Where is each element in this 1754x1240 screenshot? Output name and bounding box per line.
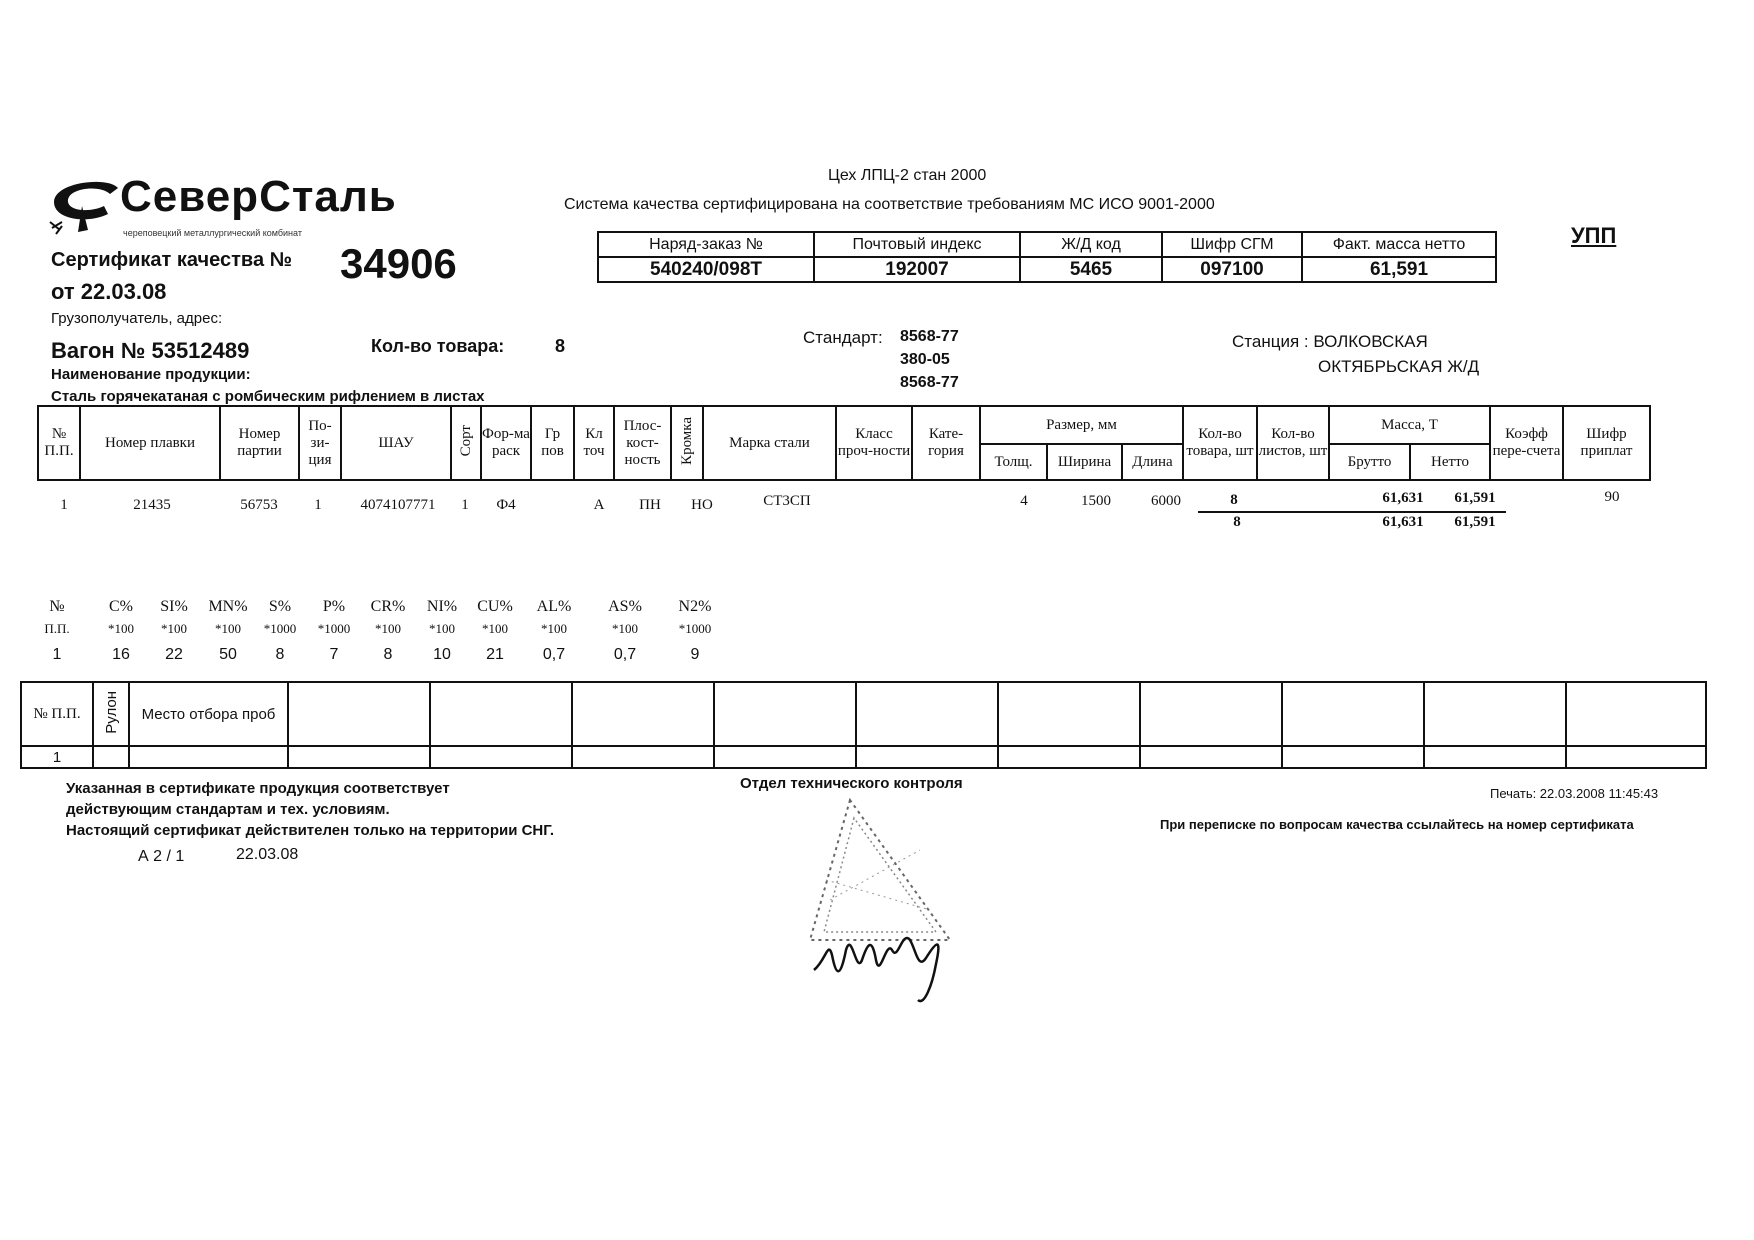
standard-label: Стандарт:: [803, 328, 883, 347]
col-width-header: Ширина: [1047, 444, 1122, 480]
document-code-date: 22.03.08: [236, 846, 299, 863]
chem-value-5: 7: [329, 646, 339, 663]
row-edge: НО: [691, 497, 713, 513]
row-position: 1: [314, 497, 322, 513]
row-length: 6000: [1151, 493, 1181, 509]
samples-cell: [129, 746, 288, 768]
order-number-value: 540240/098Т: [598, 257, 814, 282]
certificate-date: от 22.03.08: [51, 279, 167, 304]
col-mass-header: Масса, Т: [1329, 406, 1490, 444]
chem-multiplier-0: П.П.: [44, 621, 70, 636]
row-width: 1500: [1081, 493, 1111, 509]
quality-system-line: Система качества сертифицирована на соответствие требованиям МС ИСО 9001-2000: [564, 196, 1215, 213]
samples-cell: [714, 746, 856, 768]
chem-value-2: 22: [165, 646, 183, 663]
net-mass-header: Факт. масса нетто: [1302, 232, 1496, 257]
col-edge-header: [671, 406, 703, 480]
col-gr-header: Гр пов: [531, 406, 574, 480]
chem-multiplier-9: *100: [541, 621, 567, 636]
samples-place-header: Место отбора проб: [129, 682, 288, 746]
col-rolling-form-header: Фор-ма раск: [481, 406, 531, 480]
certificate-label: Сертификат качества №: [51, 249, 292, 271]
chem-header-7: NI%: [426, 598, 458, 615]
product-name-label: Наименование продукции:: [51, 366, 251, 383]
col-sheets-qty-header: Кол-во листов, шт: [1257, 406, 1329, 480]
chem-multiplier-4: *1000: [263, 621, 297, 636]
postal-index-value: 192007: [814, 257, 1020, 282]
samples-col: [714, 682, 856, 746]
col-edge-label: Кромка: [678, 416, 695, 465]
signature-icon: [806, 900, 1006, 1020]
col-num-header: № П.П.: [38, 406, 80, 480]
col-shau-header: ШАУ: [341, 406, 451, 480]
row-rolling-form: Ф4: [496, 497, 516, 513]
col-length-header: Длина: [1122, 444, 1183, 480]
chem-header-4: S%: [268, 598, 292, 615]
workshop-line: Цех ЛПЦ-2 стан 2000: [828, 167, 987, 184]
row-flatness: ПН: [639, 497, 661, 513]
chem-multiplier-3: *100: [215, 621, 241, 636]
qty-value: 8: [555, 336, 566, 356]
chem-value-6: 8: [383, 646, 393, 663]
col-melt-header: Номер плавки: [80, 406, 220, 480]
total-goods-qty: 8: [1233, 514, 1241, 530]
col-coef-header: Коэфф пере-счета: [1490, 406, 1563, 480]
col-category-header: Кате-гория: [912, 406, 980, 480]
row-thickness: 4: [1020, 493, 1028, 509]
chem-multiplier-2: *100: [161, 621, 187, 636]
col-batch-header: Номер партии: [220, 406, 299, 480]
upp-label: УПП: [1571, 223, 1617, 248]
chem-value-7: 10: [433, 646, 451, 663]
chem-value-11: 9: [690, 646, 700, 663]
chem-value-10: 0,7: [613, 646, 637, 663]
postal-index-header: Почтовый индекс: [814, 232, 1020, 257]
railway-code-header: Ж/Д код: [1020, 232, 1162, 257]
samples-cell: [572, 746, 714, 768]
samples-num-header: № П.П.: [21, 682, 93, 746]
chem-multiplier-10: *100: [612, 621, 638, 636]
station-name: Станция : ВОЛКОВСКАЯ: [1232, 332, 1428, 351]
samples-cell: [1282, 746, 1424, 768]
samples-col: [288, 682, 430, 746]
chem-header-6: CR%: [370, 598, 406, 615]
chem-header-9: AL%: [536, 598, 572, 615]
sgm-cipher-value: 097100: [1162, 257, 1302, 282]
col-cipher-header: Шифр приплат: [1563, 406, 1650, 480]
logo-brand-text: СеверСталь: [120, 172, 397, 221]
chem-header-2: SI%: [160, 598, 188, 615]
railway-code-value: 5465: [1020, 257, 1162, 282]
col-net-header: Нетто: [1410, 444, 1490, 480]
col-size-header: Размер, мм: [980, 406, 1183, 444]
samples-cell: [430, 746, 572, 768]
total-gross: 61,631: [1382, 514, 1424, 530]
chem-value-0: 1: [52, 646, 62, 663]
samples-col: [1566, 682, 1706, 746]
samples-col: [1140, 682, 1282, 746]
row-cipher: 90: [1604, 489, 1620, 505]
samples-cell: [1566, 746, 1706, 768]
chem-header-5: P%: [322, 598, 346, 615]
totals-line: [1198, 511, 1506, 513]
compliance-line-1: Указанная в сертификате продукция соответствует: [66, 780, 450, 797]
standard-1: 8568-77: [900, 328, 959, 345]
logo-emblem-icon: [48, 172, 128, 242]
correspondence-note: При переписке по вопросам качества ссылайтесь на номер сертификата: [1160, 817, 1634, 832]
col-sort-header: [451, 406, 481, 480]
chem-value-3: 50: [219, 646, 237, 663]
col-flatness-header: Плос-кост-ность: [614, 406, 671, 480]
order-number-header: Наряд-заказ №: [598, 232, 814, 257]
row-batch: 56753: [240, 497, 278, 513]
row-goods-qty: 8: [1230, 492, 1238, 508]
chem-value-8: 21: [486, 646, 504, 663]
row-accuracy: А: [593, 497, 605, 513]
logo-subtitle: череповецкий металлургический комбинат: [123, 228, 302, 238]
samples-cell: [998, 746, 1140, 768]
samples-col: [998, 682, 1140, 746]
total-net: 61,591: [1454, 514, 1496, 530]
compliance-line-2: действующим стандартам и тех. условиям.: [66, 801, 390, 818]
order-info-table: [597, 231, 1497, 283]
chem-header-0: №: [49, 598, 65, 615]
sgm-cipher-header: Шифр СГМ: [1162, 232, 1302, 257]
col-goods-qty-header: Кол-во товара, шт: [1183, 406, 1257, 480]
chem-multiplier-7: *100: [429, 621, 455, 636]
samples-cell: [1140, 746, 1282, 768]
chem-header-10: AS%: [608, 598, 642, 615]
chem-value-1: 16: [112, 646, 130, 663]
col-thickness-header: Толщ.: [980, 444, 1047, 480]
samples-coil-header: [93, 682, 129, 746]
row-steel-grade: СТ3СП: [763, 493, 811, 509]
col-sort-label: Сорт: [457, 424, 474, 457]
col-accuracy-header: Кл точ: [574, 406, 614, 480]
samples-col: [856, 682, 998, 746]
samples-col: [1282, 682, 1424, 746]
chem-header-1: C%: [109, 598, 133, 615]
standard-3: 8568-77: [900, 374, 959, 391]
samples-col: [572, 682, 714, 746]
product-table: [37, 405, 1651, 481]
samples-col: [430, 682, 572, 746]
row-sort: 1: [461, 497, 469, 513]
wagon-number: Вагон № 53512489: [51, 338, 250, 363]
chem-header-3: MN%: [208, 598, 248, 615]
chem-header-8: CU%: [477, 598, 513, 615]
samples-cell: [856, 746, 998, 768]
col-position-header: По-зи-ция: [299, 406, 341, 480]
validity-line: Настоящий сертификат действителен только на территории СНГ.: [66, 822, 555, 839]
chem-multiplier-8: *100: [482, 621, 508, 636]
chem-value-9: 0,7: [542, 646, 566, 663]
standard-2: 380-05: [900, 351, 950, 368]
col-steel-grade-header: Марка стали: [703, 406, 836, 480]
qty-label: Кол-во товара:: [371, 336, 505, 356]
row-shau: 4074107771: [360, 497, 436, 513]
consignee-label: Грузополучатель, адрес:: [51, 310, 223, 327]
product-name: Сталь горячекатаная с ромбическим рифлением в листах: [51, 388, 485, 405]
chem-value-4: 8: [275, 646, 285, 663]
row-gross: 61,631: [1382, 490, 1424, 506]
chem-multiplier-11: *1000: [678, 621, 712, 636]
samples-coil-label: Рулон: [102, 690, 120, 734]
col-gross-header: Брутто: [1329, 444, 1410, 480]
document-code: А 2 / 1: [138, 848, 185, 865]
row-num: 1: [60, 497, 68, 513]
chem-header-11: N2%: [678, 598, 712, 615]
samples-col: [1424, 682, 1566, 746]
col-strength-class-header: Класс проч-ности: [836, 406, 912, 480]
row-melt: 21435: [133, 497, 171, 513]
samples-cell: [93, 746, 129, 768]
railway-name: ОКТЯБРЬСКАЯ Ж/Д: [1318, 357, 1480, 376]
samples-cell: [1424, 746, 1566, 768]
otk-label: Отдел технического контроля: [740, 775, 963, 792]
samples-cell: [288, 746, 430, 768]
row-net: 61,591: [1454, 490, 1496, 506]
chem-multiplier-6: *100: [375, 621, 401, 636]
net-mass-value: 61,591: [1302, 257, 1496, 282]
severstal-logo: [48, 172, 428, 242]
samples-table: [20, 681, 1707, 769]
certificate-number: 34906: [340, 240, 457, 287]
samples-row-num: 1: [21, 746, 93, 768]
print-timestamp: Печать: 22.03.2008 11:45:43: [1490, 786, 1659, 801]
chem-multiplier-1: *100: [108, 621, 134, 636]
chem-multiplier-5: *1000: [317, 621, 351, 636]
